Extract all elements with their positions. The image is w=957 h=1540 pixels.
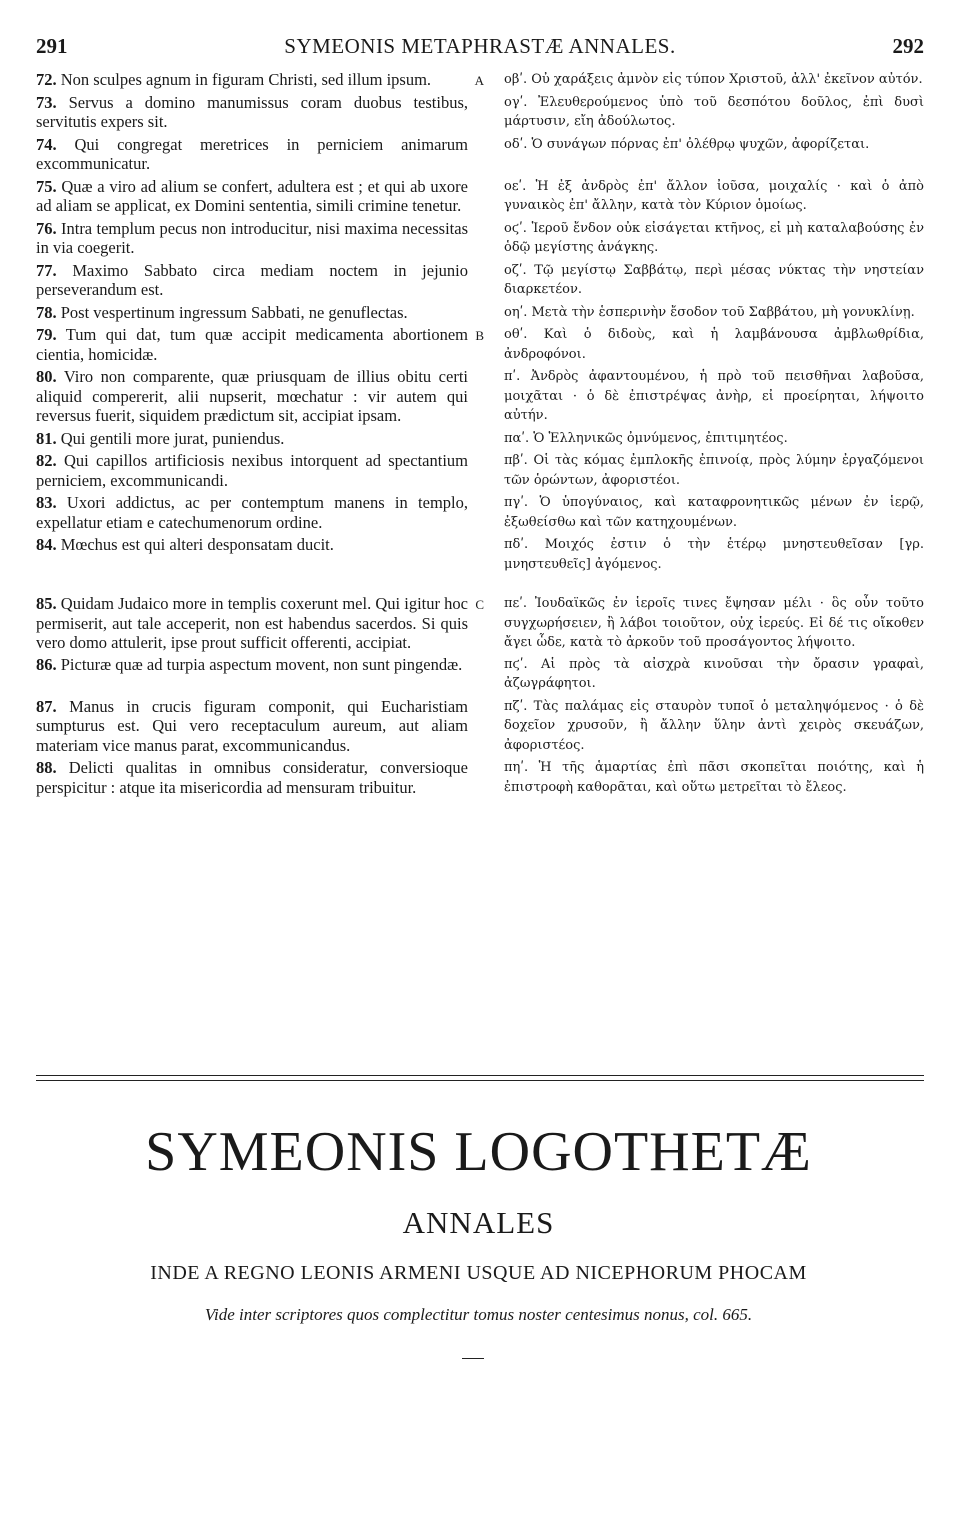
margin-letter: B (475, 328, 484, 343)
canon-row (36, 697, 924, 756)
canon-row (36, 70, 924, 90)
latin-text (36, 93, 468, 132)
latin-body: Non sculpes agnum in figuram Christi, sed illum ipsum. (56, 70, 432, 89)
greek-text: πβʹ. Οἱ τὰς κόμας ἐμπλοκῆς ἐπινοίᾳ, πρὸς λύμην ἐργαζόμενοι τῶν ὁρώντων, ἀφοριστέοι. (504, 453, 924, 488)
greek-text: οθʹ. Καὶ ὁ διδοὺς, καὶ ἡ λαμβάνουσα ἀμβλωθρίδια, ἀνδροφόνοι. (504, 327, 924, 362)
latin-text (36, 493, 468, 532)
latin-text (36, 177, 468, 216)
canon-number: 77. (36, 260, 57, 280)
canon-number: 75. (36, 176, 57, 196)
section-rule (36, 1075, 924, 1076)
latin-body: Post vespertinum ingressum Sabbati, ne genuflectas. (56, 302, 408, 322)
section-subtitle: ANNALES (402, 1205, 555, 1240)
latin-body: Qui gentili more jurat, puniendus. (56, 428, 285, 448)
greek-text: οβʹ. Οὐ χαράξεις ἀμνὸν εἰς τύπον Χριστοῦ, ἀλλ' ἐκεῖνον αὐτόν. (504, 72, 923, 87)
latin-body: Quæ a viro ad alium se confert, adultera est ; et qui ab uxore ad aliam se applicat, ex Domini sententia, simili crimine tenetur. (36, 176, 468, 215)
latin-body: Picturæ quæ ad turpia aspectum movent, non sunt pingendæ. (56, 654, 463, 674)
canon-number: 78. (36, 302, 57, 322)
greek-text: πϛʹ. Αἱ πρὸς τὰ αἰσχρὰ κινοῦσαι τὴν ὄρασιν γραφαὶ, ἀζωγράφητοι. (504, 656, 924, 691)
canon-row (36, 177, 924, 216)
canon-row (36, 758, 924, 797)
latin-body: Manus in crucis figuram componit, qui Eucharistiam sumpturus est. Qui vero receptaculum aureum, aut aliam materiam vice manus parat, excommunicandus. (36, 696, 468, 755)
latin-body: Qui congregat meretrices in perniciem animarum excommunicatur. (36, 134, 468, 173)
latin-text (36, 367, 468, 426)
canon-number: 86. (36, 654, 57, 674)
greek-text: οϛʹ. Ἱεροῦ ἔνδον οὐκ εἰσάγεται κτῆνος, εἰ μὴ καταλαβούσης ἐν ὁδῷ μεγίστης ἀνάγκης. (504, 220, 924, 255)
greek-text: πδʹ. Μοιχός ἐστιν ὁ τὴν ἑτέρῳ μνηστευθεῖσαν [γρ. μνηστευθεῖς] ἀγόμενος. (504, 537, 924, 572)
latin-text (36, 261, 468, 300)
latin-text (36, 219, 468, 258)
greek-text: πγʹ. Ὁ ὑπογύναιος, καὶ καταφρονητικῶς μένων ἐν ἱερῷ, ἐξωθείσθω καὶ τῶν κατηχουμένων. (504, 495, 924, 530)
canon-number: 80. (36, 367, 57, 386)
canon-row (36, 135, 924, 174)
page-number-right: 292 (892, 34, 924, 58)
latin-body: Tum qui dat, tum quæ accipit medicamenta abortionem cientia, homicidæ. (36, 325, 468, 364)
latin-body: Viro non comparente, quæ priusquam de illius obitu certi aliquid compererit, alii nupserit, mœchatur : vir autem qui reversus fuerit, siquidem prædictum sit, accipiat ipsam. (36, 367, 468, 425)
latin-text (36, 135, 468, 174)
section-rule-thin (36, 1080, 924, 1081)
canon-number: 81. (36, 428, 57, 448)
canon-row (36, 594, 924, 653)
section-scope-line: INDE A REGNO LEONIS ARMENI USQUE AD NICEPHORUM PHOCAM (150, 1262, 807, 1284)
greek-text: ογʹ. Ἐλευθερούμενος ὑπὸ τοῦ δεσπότου δοῦλος, ἐπὶ δυσὶ μάρτυσιν, εἴη ἀδούλωτος. (504, 94, 924, 129)
latin-body: Quidam Judaico more in templis coxerunt mel. Qui igitur hoc permiserit, aut tale acceperit, non est habendus sacerdos. Si quis vero domo attulerit, ipse prout sufficit offerenti, accipiat. (36, 594, 468, 652)
margin-letter: C (475, 597, 484, 612)
latin-text (36, 594, 484, 653)
canon-number: 88. (36, 758, 57, 777)
latin-text (36, 655, 468, 675)
latin-body: Mœchus est qui alteri desponsatam ducit. (56, 535, 334, 554)
greek-text: οηʹ. Μετὰ τὴν ἑσπερινὴν ἔσοδον τοῦ Σαββάτου, μὴ γονυκλίνῃ. (504, 304, 915, 320)
latin-text (36, 303, 468, 323)
latin-text (36, 697, 468, 756)
canon-row (36, 325, 924, 364)
canon-row (36, 219, 924, 258)
canon-row (36, 303, 924, 323)
canon-number: 84. (36, 535, 57, 554)
canon-number: 76. (36, 218, 57, 238)
greek-text: οδʹ. Ὁ συνάγων πόρνας ἐπ' ὀλέθρῳ ψυχῶν, ἀφορίζεται. (504, 136, 870, 152)
section-title: SYMEONIS LOGOTHETÆ (145, 1121, 812, 1183)
canon-row (36, 93, 924, 132)
canon-row (36, 655, 924, 694)
canon-number: 79. (36, 325, 57, 344)
greek-text: πεʹ. Ἰουδαϊκῶς ἐν ἱεροῖς τινες ἔψησαν μέλι · ὃς οὖν τοῦτο συγχωρήσειεν, ἢ λάβοι τοιοῦτον, οὐχ ἱερεύς. Εἰ δέ τις οἴκοθεν ἄγει ὧδε, κατὰ τὸ ἀρκοῦν τοῦ προσάγοντος λήψοιτο. (504, 596, 924, 650)
latin-text (36, 451, 468, 490)
latin-text (36, 535, 468, 555)
canon-columns (36, 70, 924, 797)
canon-number: 87. (36, 696, 57, 716)
latin-text (36, 429, 468, 449)
canon-row (36, 535, 924, 574)
latin-body: Qui capillos artificiosis nexibus intorquent ad spectantium perniciem, excommunicandi. (36, 451, 468, 490)
greek-text: οζʹ. Τῷ μεγίστῳ Σαββάτῳ, περὶ μέσας νύκτας τὴν νηστείαν διαρκετέον. (504, 262, 924, 297)
greek-text: πζʹ. Τὰς παλάμας εἰς σταυρὸν τυποῖ ὁ μεταληψόμενος · ὁ δὲ δοχεῖον χρυσοῦν, ἢ ἄλλην ὕλην ἀντὶ χειρὸς σκευάζων, ἀφοριστέος. (504, 698, 924, 753)
greek-text: οεʹ. Ἡ ἐξ ἀνδρὸς ἐπ' ἄλλον ἰοῦσα, μοιχαλίς · καὶ ὁ ἀπὸ γυναικὸς ἐπ' ἄλλην, κατὰ τὸν Κύριον ὁμοίως. (504, 178, 924, 213)
latin-text (36, 758, 468, 797)
canon-row (36, 429, 924, 449)
latin-body: Uxori addictus, ac per contemptum manens in templo, expellatur etiam e catechumenorum ordine. (36, 493, 468, 532)
canon-number: 83. (36, 493, 57, 512)
latin-text (36, 325, 484, 364)
closing-dash (462, 1358, 484, 1359)
canon-number: 74. (36, 134, 57, 154)
canon-row (36, 493, 924, 532)
page-number-left: 291 (36, 34, 68, 58)
canon-row (36, 261, 924, 300)
margin-letter: A (474, 73, 484, 88)
canon-number: 72. (36, 70, 57, 89)
page-header (36, 34, 924, 64)
latin-body: Maximo Sabbato circa mediam noctem in jejunio perseverandum est. (36, 260, 468, 299)
latin-body: Intra templum pecus non introducitur, nisi maxima necessitas in via coegerit. (36, 218, 468, 257)
canon-number: 85. (36, 594, 57, 613)
running-title: SYMEONIS METAPHRASTÆ ANNALES. (284, 34, 676, 58)
canon-number: 82. (36, 451, 57, 470)
canon-row (36, 367, 924, 426)
canon-number: 73. (36, 92, 57, 112)
section-note: Vide inter scriptores quos complectitur tomus noster centesimus nonus, col. 665. (204, 1305, 753, 1324)
greek-text: παʹ. Ὁ Ἑλληνικῶς ὀμνύμενος, ἐπιτιμητέος. (504, 430, 788, 446)
greek-text: πʹ. Ἀνδρὸς ἀφαντουμένου, ἡ πρὸ τοῦ πεισθῆναι λαβοῦσα, μοιχᾶται · ὁ δὲ ἐπιστρέψας ἀνὴρ, εἰ προείρηται, λήψοιτο αὐτήν. (504, 369, 924, 423)
greek-text: πηʹ. Ἡ τῆς ἁμαρτίας ἐπὶ πᾶσι σκοπεῖται ποιότης, καὶ ἡ ἐπιστροφὴ καθορᾶται, καὶ οὕτω μετρεῖται τὸ ἔλεος. (504, 760, 924, 795)
canon-row (36, 451, 924, 490)
latin-body: Servus a domino manumissus coram duobus testibus, servitutis expers sit. (36, 92, 468, 131)
latin-text (36, 70, 484, 90)
latin-body: Delicti qualitas in omnibus consideratur, conversioque perspicitur : atque ita misericordia ad mensuram tribuitur. (36, 758, 468, 797)
